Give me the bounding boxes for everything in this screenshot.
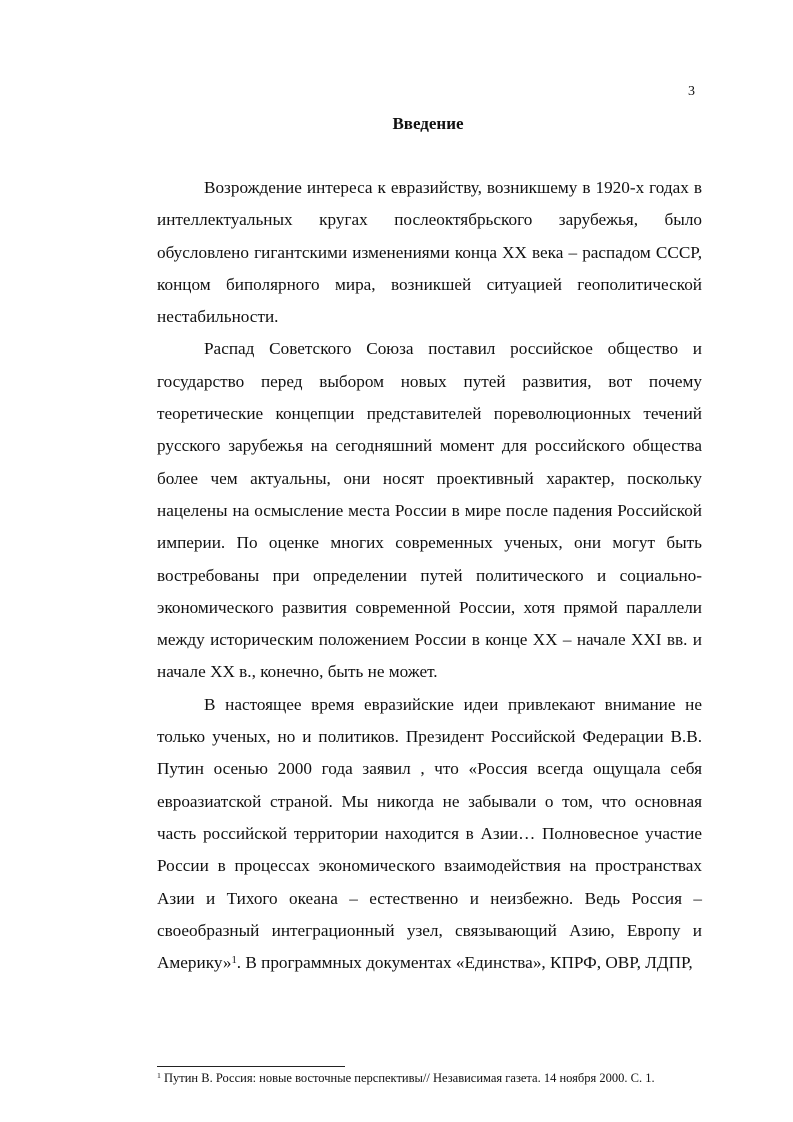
footnote-text: Путин В. Россия: новые восточные перспективы// Независимая газета. 14 ноября 2000. С. 1. [160,1071,655,1085]
footnote-marker: 1 [157,1071,161,1081]
section-heading: Введение [392,114,464,133]
paragraph-1: Возрождение интереса к евразийству, возникшему в 1920-х годах в интеллектуальных кругах послеоктябрьского зарубежья, было обусловлено гигантскими изменениями конца XX века – распадом СССР, концом биполярного мира, возникшей ситуацией геополитической нестабильности. [157,178,702,327]
paragraph-3-text-before: В настоящее время евразийские идеи привлекают внимание не только ученых, но и политиков. Президент Российской Федерации В.В. Путин осенью 2000 года заявил , что «Россия всегда ощущала себя евроазиатской страной. Мы никогда не забывали о том, что основная часть российской территории находится в Азии… Полновесное участие России в процессах экономического взаимодействия на пространствах Азии и Тихого океана – естественно и неизбежно. Ведь Россия – своеобразный интеграционный узел, связывающий Азию, Европу и Америку» [157,694,702,973]
paragraph-3-text-after: . В программных документах «Единства», КПРФ, ОВР, ЛДПР, [236,953,693,973]
body-text [157,172,702,979]
footnote [157,1071,717,1086]
paragraph-2: Распад Советского Союза поставил российское общество и государство перед выбором новых путей развития, вот почему теоретические концепции представителей пореволюционных течений русского зарубежья на сегодняшний момент для российского общества более чем актуальны, они носят проективный характер, поскольку нацелены на осмысление места России в мире после падения Российской империи. По оценке многих современных ученых, они могут быть востребованы при определении путей политического и социально-экономического развития современной России, хотя прямой параллели между историческим положением России в конце XX – начале XXI вв. и начале XX в., конечно, быть не может. [157,339,702,682]
paragraph-3 [157,689,702,980]
footnote-divider [157,1066,345,1067]
page-number: 3 [688,84,695,99]
footnote-reference[interactable]: 1 [231,954,237,966]
